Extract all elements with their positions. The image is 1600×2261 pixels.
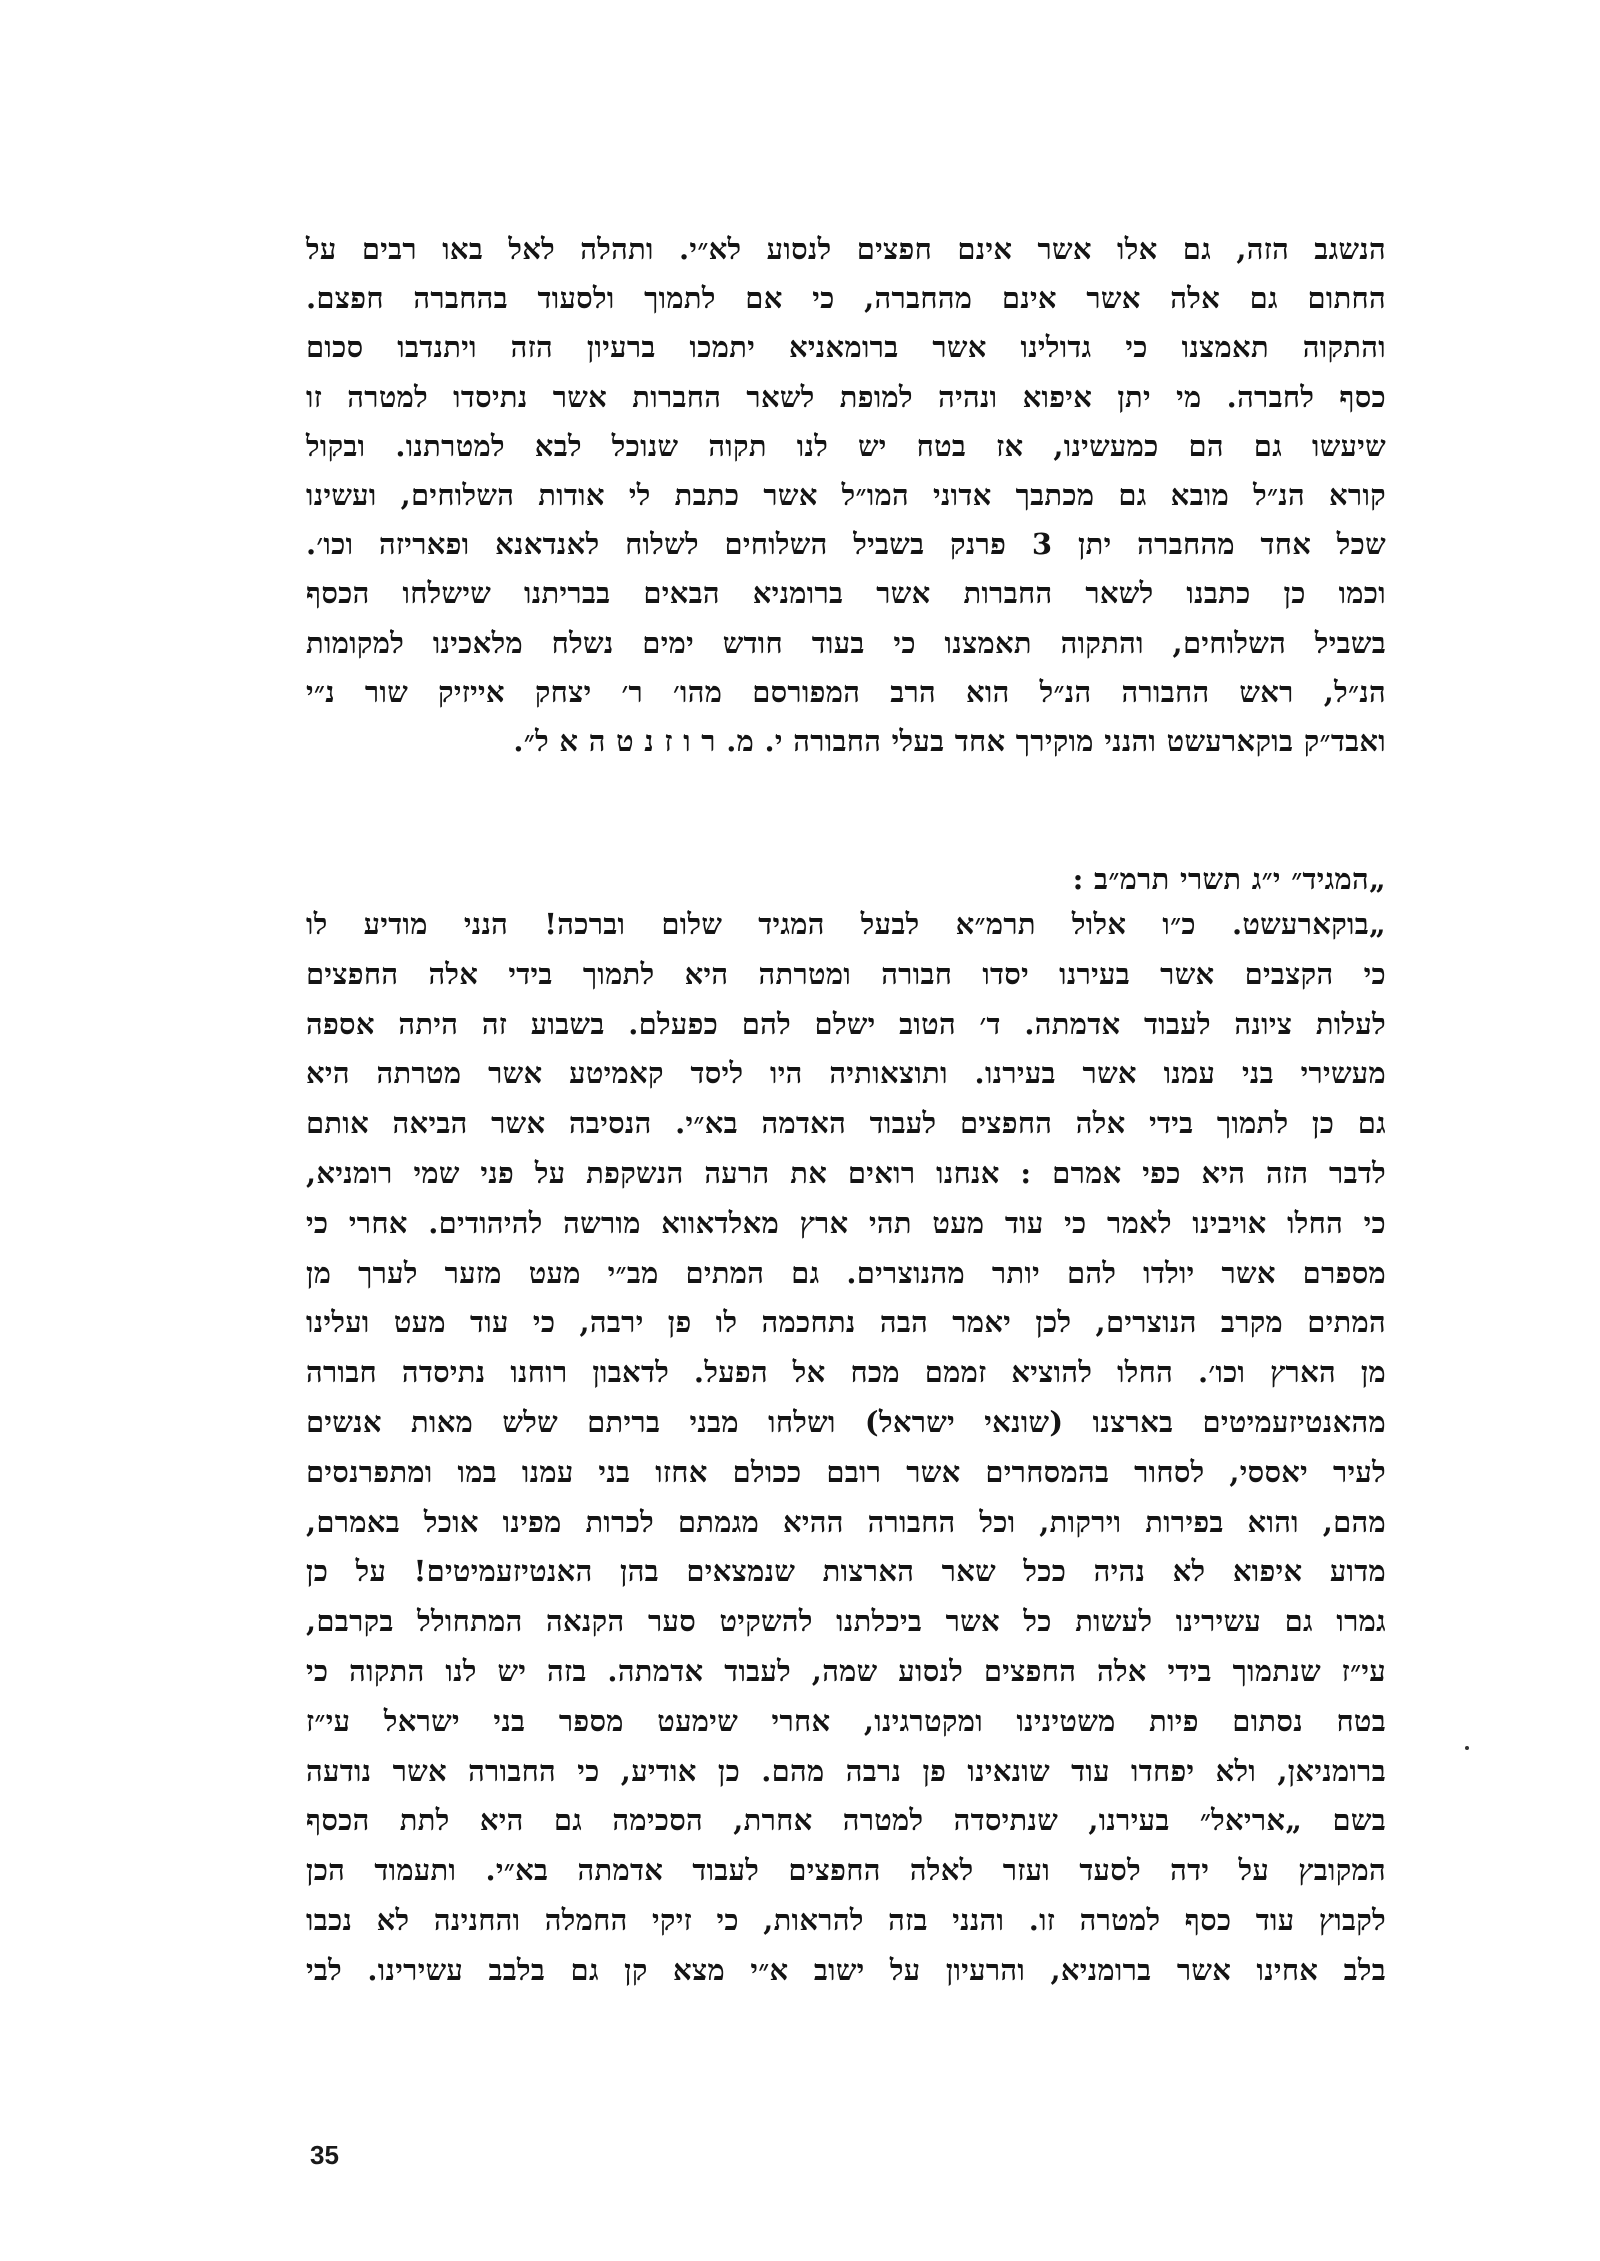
text-line: שיעשו גם הם כמעשינו, אז בטח יש לנו תקוה שנוכל לבא למטרתנו. ובקול xyxy=(306,428,1386,463)
text-line: לעיר יאססי, לסחור בהמסחרים אשר רובם ככולם אחזו בני עמנו במו ומתפרנסים xyxy=(306,1454,1386,1489)
text-line: מהאנטיזעמיטים בארצנו (שונאי ישראל) ושלחו מבני בריתם שלש מאות אנשים xyxy=(306,1404,1386,1439)
text-line: כסף לחברה. מי יתן איפוא ונהיה למופת לשאר החברות אשר נתיסדו למטרה זו xyxy=(306,379,1386,414)
text-line: מספרם אשר יולדו להם יותר מהנוצרים. גם המתים מב״י מעט מזער לערך מן xyxy=(306,1255,1386,1290)
text-line: לעלות ציונה לעבוד אדמתה. ד׳ הטוב ישלם להם כפעלם. בשבוע זה היתה אספה xyxy=(306,1006,1386,1041)
text-line: הנשגב הזה, גם אלו אשר אינם חפצים לנסוע לא״י. ותהלה לאל באו רבים על xyxy=(306,232,1386,266)
source-heading: „המגיד״ י״ג תשרי תרמ״ב : xyxy=(1072,862,1386,896)
text-line: שכל אחד מהחברה יתן 3 פרנק בשביל השלוחים לשלוח לאנדאנא ופאריזה וכו׳. xyxy=(306,527,1386,562)
text-line: והתקוה תאמצנו כי גדולינו אשר ברומאניא יתמכו ברעיון הזה ויתנדבו סכום xyxy=(306,330,1386,365)
text-line: החתום גם אלה אשר אינם מהחברה, כי אם לתמוך ולסעוד בהחברה חפצם. xyxy=(306,281,1386,316)
margin-mark xyxy=(1465,1746,1469,1750)
text-line: לקבוץ עוד כסף למטרה זו. והנני בזה להראות, כי זיקי החמלה והחנינה לא נכבו xyxy=(306,1902,1386,1937)
text-line: גמרו גם עשירינו לעשות כל אשר ביכלתנו להשקיט סער הקנאה המתחולל בקרבם, xyxy=(306,1604,1386,1639)
text-line: כי הקצבים אשר בעירנו יסדו חבורה ומטרתה היא לתמוך בידי אלה החפצים xyxy=(306,956,1386,991)
text-line: קורא הנ״ל מובא גם מכתבך אדוני המו״ל אשר כתבת לי אודות השלוחים, ועשינו xyxy=(306,477,1386,512)
text-line: לדבר הזה היא כפי אמרם : אנחנו רואים את הרעה הנשקפת על פני שמי רומניא, xyxy=(306,1155,1386,1190)
text-line: בשביל השלוחים, והתקוה תאמצנו כי בעוד חודש ימים נשלח מלאכינו למקומות xyxy=(306,625,1386,660)
text-line: בטח נסתום פיות משטינינו ומקטרגינו, אחרי שימעט מספר בני ישראל עי״ז xyxy=(306,1703,1386,1738)
text-line: „בוקארעשט. כ״ו אלול תרמ״א לבעל המגיד שלום וברכה! הנני מודיע לו xyxy=(306,907,1386,941)
quote-source-heading xyxy=(306,855,1386,904)
text-line: וכמו כן כתבנו לשאר החברות אשר ברומניא הבאים בבריתנו שישלחו הכסף xyxy=(306,576,1386,611)
page-number: 35 xyxy=(310,2140,339,2170)
text-line: הנ״ל, ראש החבורה הנ״ל הוא הרב המפורסם מהו׳ ר׳ יצחק אייזיק שור נ״י xyxy=(306,674,1386,709)
text-line: בשם „אריאל״ בעירנו, שנתיסדה למטרה אחרת, הסכימה גם היא לתת הכסף xyxy=(306,1803,1386,1838)
text-line: בלב אחינו אשר ברומניא, והרעיון על ישוב א״י מצא קן גם בלבב עשירינו. לבי xyxy=(306,1952,1386,1987)
text-line: המקובץ על ידה לסעד ועזר לאלה החפצים לעבוד אדמתה בא״י. ותעמוד הכן xyxy=(306,1853,1386,1888)
text-line: כי החלו אויבינו לאמר כי עוד מעט תהי ארץ מאלדאווא מורשה להיהודים. אחרי כי xyxy=(306,1205,1386,1240)
text-line-last: ואבד״ק בוקארעשט והנני מוקירך אחד בעלי החבורה י. מ. ר ו ז נ ט ה א ל״. xyxy=(513,723,1386,758)
paragraph-1 xyxy=(306,225,1386,766)
text-line: המתים מקרב הנוצרים, לכן יאמר הבה נתחכמה לו פן ירבה, כי עוד מעט ועלינו xyxy=(306,1305,1386,1340)
text-line: ברומניאן, ולא יפחדו עוד שונאינו פן נרבה מהם. כן אודיע, כי החבורה אשר נודעה xyxy=(306,1753,1386,1788)
paragraph-2 xyxy=(306,900,1386,1996)
text-line: מהם, והוא בפירות וירקות, וכל החבורה ההיא מגמתם לכרות מפינו אוכל באמרם, xyxy=(306,1504,1386,1539)
text-line: מעשירי בני עמנו אשר בעירנו. ותוצאותיה היו ליסד קאמיטע אשר מטרתה היא xyxy=(306,1056,1386,1091)
text-line: מדוע איפוא לא נהיה ככל שאר הארצות שנמצאים בהן האנטיזעמיטים! על כן xyxy=(306,1554,1386,1589)
text-line: עי״ז שנתמוך בידי אלה החפצים לנסוע שמה, לעבוד אדמתה. בזה יש לנו התקוה כי xyxy=(306,1653,1386,1688)
text-line: גם כן לתמוך בידי אלה החפצים לעבוד האדמה בא״י. הנסיבה אשר הביאה אותם xyxy=(306,1106,1386,1141)
text-line: מן הארץ וכו׳. החלו להוציא זממם מכח אל הפעל. לדאבון רוחנו נתיסדה חבורה xyxy=(306,1355,1386,1390)
